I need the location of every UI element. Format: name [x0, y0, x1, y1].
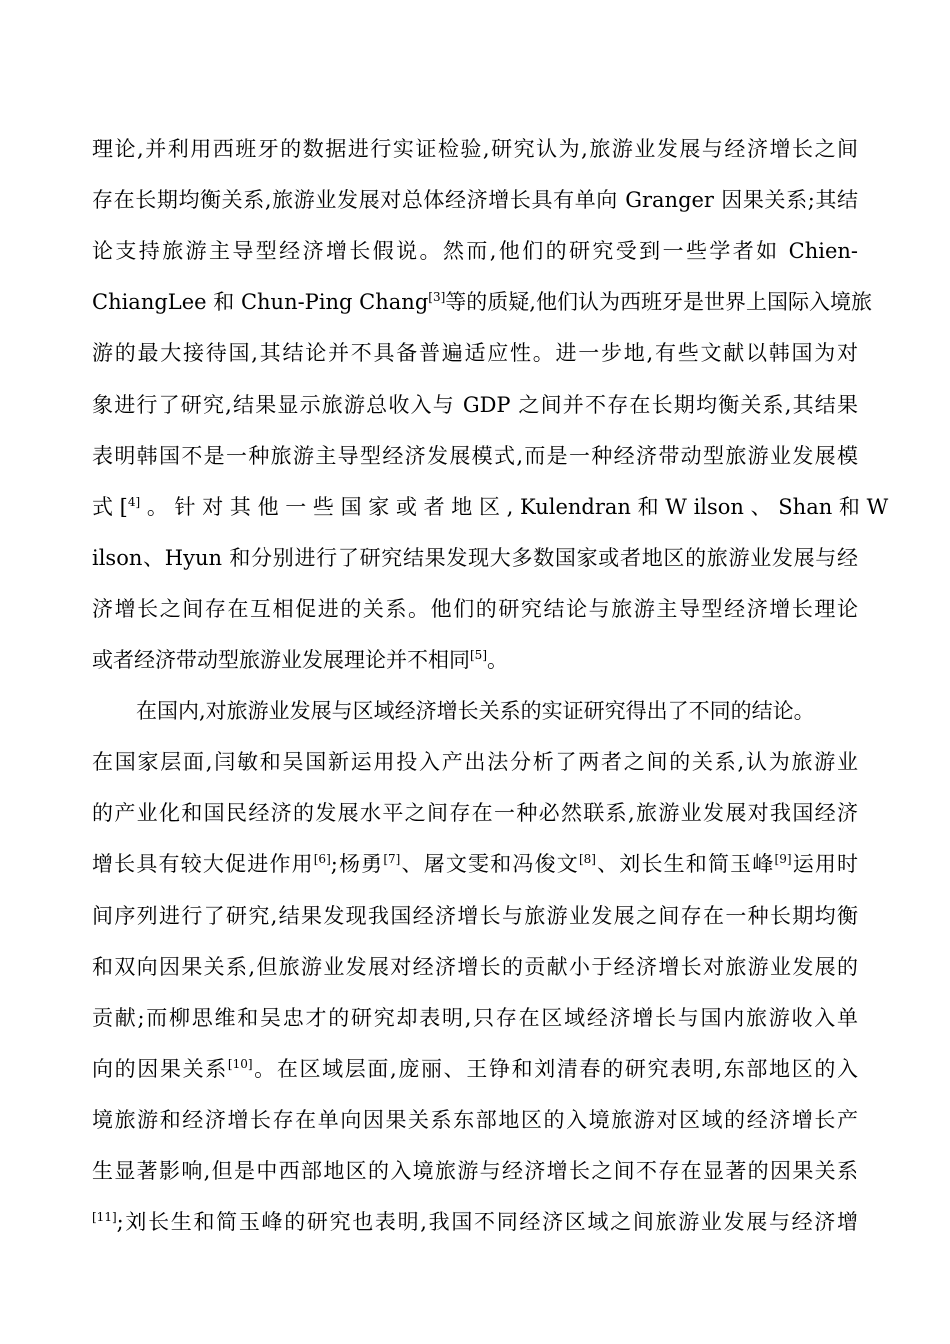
text-line [92, 592, 858, 626]
text-run: 理论,并利用西班牙的数据进行实证检验,研究认为,旅游业发展与经济增长之间 [92, 137, 858, 161]
text-line [92, 1052, 858, 1086]
text-line [92, 234, 858, 268]
text-run: 。在区域层面,庞丽、王铮和刘清春的研究表明,东部地区的入 [252, 1056, 858, 1081]
text-run: 境旅游和经济增长存在单向因果关系东部地区的入境旅游对区域的经济增长产 [92, 1107, 858, 1132]
text-run: 。 [487, 648, 508, 672]
text-run: 式 [ [92, 494, 128, 519]
text-line [92, 643, 858, 677]
text-line [92, 336, 858, 370]
citation-ref: [3] [428, 290, 446, 305]
text-line [92, 132, 858, 166]
text-run: 济增长之间存在互相促进的关系。他们的研究结论与旅游主导型经济增长理论 [92, 596, 858, 621]
text-line [92, 950, 858, 984]
text-run: 或者经济带动型旅游业发展理论并不相同 [92, 648, 470, 672]
citation-ref: [9] [774, 852, 792, 867]
text-run: 论支持旅游主导型经济增长假说。然而,他们的研究受到一些学者如 Chien- [92, 239, 858, 264]
text-line [92, 745, 858, 779]
text-run: 生显著影响,但是中西部地区的入境旅游与经济增长之间不存在显著的因果关系 [92, 1159, 858, 1183]
text-run: ChiangLee 和 Chun-Ping Chang [92, 290, 429, 315]
text-line [92, 847, 858, 881]
citation-ref: 4] [127, 494, 141, 509]
text-line [92, 490, 889, 524]
citation-ref: [5] [470, 648, 487, 662]
citation-ref: [10] [227, 1056, 253, 1071]
text-line [92, 1001, 858, 1035]
citation-ref: [6] [313, 852, 331, 867]
text-run: 。 针 对 其 他 一 些 国 家 或 者 地 区 , Kulendran 和 W ilson 、 Shan 和 W [140, 494, 889, 519]
citation-ref: [8] [578, 852, 596, 867]
text-line [92, 1154, 858, 1188]
text-line [92, 899, 858, 933]
text-line [92, 1205, 858, 1239]
text-run: 表明韩国不是一种旅游主导型经济发展模式,而是一种经济带动型旅游业发展模 [92, 443, 858, 468]
text-line [92, 183, 858, 217]
text-line [92, 694, 858, 728]
text-line [92, 796, 858, 830]
text-run: 向的因果关系 [92, 1056, 228, 1081]
text-run: 贡献;而柳思维和吴忠才的研究却表明,只存在区域经济增长与国内旅游收入单 [92, 1005, 858, 1030]
text-run: 增长具有较大促进作用 [92, 852, 314, 877]
text-run: 在国家层面,闫敏和吴国新运用投入产出法分析了两者之间的关系,认为旅游业 [92, 750, 858, 775]
citation-ref: [11] [92, 1210, 117, 1225]
citation-ref: [7] [383, 852, 401, 867]
text-line [92, 1103, 858, 1137]
text-run: 间序列进行了研究,结果发现我国经济增长与旅游业发展之间存在一种长期均衡 [92, 903, 858, 928]
text-run: ilson、Hyun 和分别进行了研究结果发现大多数国家或者地区的旅游业发展与经 [92, 545, 858, 570]
text-run: 的产业化和国民经济的发展水平之间存在一种必然联系,旅游业发展对我国经济 [92, 801, 858, 826]
text-run: 和双向因果关系,但旅游业发展对经济增长的贡献小于经济增长对旅游业发展的 [92, 954, 858, 979]
text-run: 游的最大接待国,其结论并不具备普遍适应性。进一步地,有些文献以韩国为对 [92, 341, 858, 366]
text-line [92, 285, 872, 319]
text-run: 在国内,对旅游业发展与区域经济增长关系的实证研究得出了不同的结论。 [136, 699, 815, 724]
text-run: 等的质疑,他们认为西班牙是世界上国际入境旅 [445, 290, 872, 315]
text-run: 、刘长生和简玉峰 [595, 852, 775, 877]
text-run: ;杨勇 [330, 852, 384, 877]
text-run: ;刘长生和简玉峰的研究也表明,我国不同经济区域之间旅游业发展与经济增 [116, 1210, 858, 1235]
text-line [92, 541, 858, 575]
text-run: 、屠文雯和冯俊文 [400, 852, 579, 877]
text-run: 存在长期均衡关系,旅游业发展对总体经济增长具有单向 Granger 因果关系;其结 [92, 188, 858, 213]
text-line [92, 439, 858, 473]
text-line [92, 388, 858, 422]
text-run: 运用时 [791, 852, 859, 877]
text-run: 象进行了研究,结果显示旅游总收入与 GDP 之间并不存在长期均衡关系,其结果 [92, 392, 858, 417]
